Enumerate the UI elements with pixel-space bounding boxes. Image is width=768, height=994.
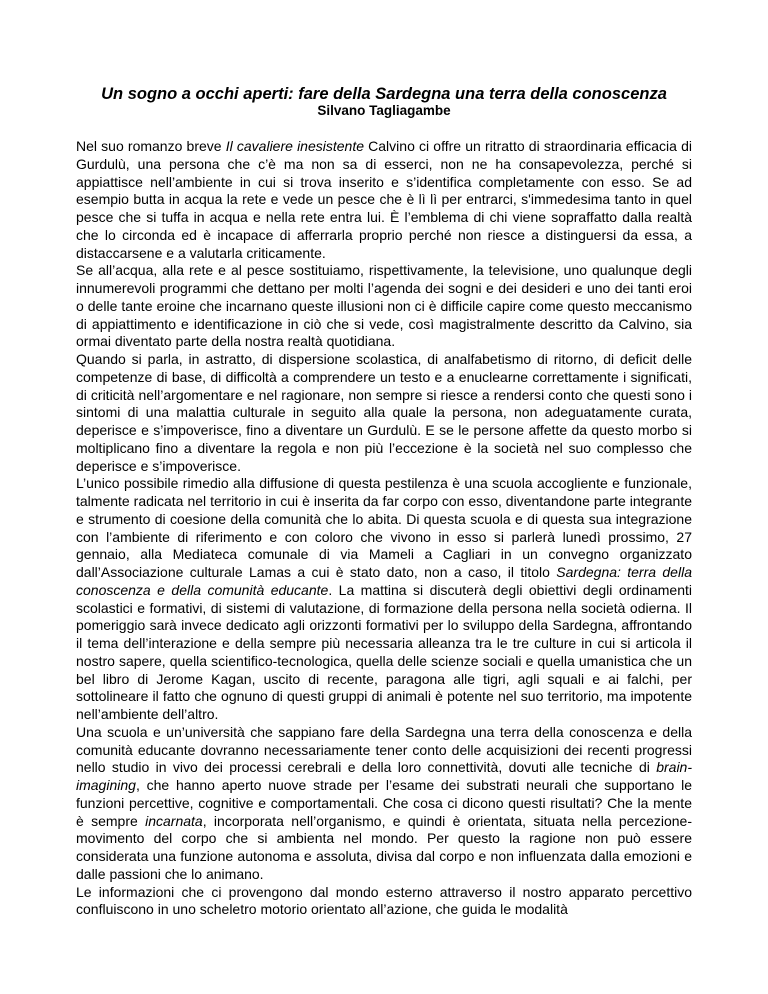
document-title: Un sogno a occhi aperti: fare della Sardegna una terra della conoscenza (101, 85, 667, 103)
paragraph-text: Quando si parla, in astratto, di dispersione scolastica, di analfabetismo di ritorno, di deficit delle competenze di base, di difficoltà a comprendere un testo e a enuclearne correttamente i significati, di criticità nell’argomentare e nel ragionare, non sempre si riesce a rendersi conto che questi sono i sintomi di una malattia culturale in seguito alla quale la persona, non adeguatamente curata, deperisce e s’impoverisce, fino a diventare un Gurdulù. E se le persone affette da questo morbo si moltiplicano fino a diventare la regola e non più l’eccezione è la società nel suo complesso che deperisce e s’impoverisce. (76, 351, 692, 474)
paragraph-text: . La mattina si discuterà degli obiettivi degli ordinamenti scolastici e formativi, di sistemi di valutazione, di formazione della persona nella società odierna. Il pomeriggio sarà invece dedicato agli orizzonti formativi per lo sviluppo della Sardegna, affrontando il tema dell’interazione e della sempre più necessaria alleanza tra le tre culture in cui si articola il nostro sapere, quella scientifico-tecnologica, quella delle scienze sociali e quella umanistica che un bel libro di Jerome Kagan, uscito di recente, paragona alle tigri, agli squali e ai falchi, per sottolineare il fatto che ognuno di questi gruppi di animali è potente nel suo territorio, ma impotente nell’ambiente dell’altro. (76, 581, 692, 722)
paragraph (76, 138, 692, 262)
paragraph-text: Nel suo romanzo breve (76, 138, 226, 154)
italic-text: Il cavaliere inesistente (225, 138, 364, 154)
paragraph-text: , che hanno aperto nuove strade per l’esame dei substrati neurali che supportano le funzioni percettive, cognitive e comportamentali. Che cosa ci dicono questi risultati? Che la mente è sempre (76, 777, 692, 829)
paragraph-text: Le informazioni che ci provengono dal mondo esterno attraverso il nostro apparato percettivo confluiscono in uno scheletro motorio orientato all’azione, che guida le modalità (76, 883, 692, 918)
paragraph-text: Calvino ci offre un ritratto di straordinaria efficacia di Gurdulù, una persona che c’è ma non sa di esserci, non ne ha consapevolezza, perché si appiattisce nell’ambiente in cui si trova inserito e s’identifica completamente con esso. Se ad esempio butta in acqua la rete e vede un pesce che è lì lì per entrarci, s'immedesima tanto in quel pesce che si tuffa in acqua e nella rete entra lui. È l’emblema di chi viene sopraffatto dalla realtà che lo circonda ed è incapace di afferrarla proprio perché non riesce a distinguersi da essa, a distaccarsene e a valutarla criticamente. (76, 138, 692, 261)
paragraph (76, 475, 692, 724)
paragraph-text: , incorporata nell’organismo, e quindi è orientata, situata nella percezione-movimento del corpo che si ambienta nel mondo. Per questo la ragione non può essere considerata una funzione autonoma e assoluta, divisa dal corpo e non influenzata dalla emozioni e dalle passioni che lo animano. (76, 812, 693, 882)
paragraph (76, 724, 692, 884)
paragraph-text: Una scuola e un’università che sappiano fare della Sardegna una terra della conoscenza e della comunità educante dovranno necessariamente tener conto delle acquisizioni dei recenti progressi nello studio in vivo dei processi cerebrali e della loro connettività, dovuti alle tecniche di (76, 723, 692, 776)
document-body (76, 138, 692, 919)
italic-text: brain-imagining (76, 759, 692, 793)
paragraph-text: Se all’acqua, alla rete e al pesce sostituiamo, rispettivamente, la televisione, uno qualunque degli innumerevoli programmi che dettano per molti l’agenda dei sogni e dei desideri e uno dei tanti eroi o delle tante eroine che incarnano queste illusioni non ci è difficile capire come questo meccanismo di appiattimento e identificazione in ciò che si vede, così magistralmente descritto da Calvino, sia ormai diventato parte della nostra realtà quotidiana. (76, 262, 692, 350)
document-author: Silvano Tagliagambe (317, 103, 451, 118)
paragraph-text: L’unico possibile rimedio alla diffusione di questa pestilenza è una scuola accogliente e funzionale, talmente radicata nel territorio in cui è inserita da far corpo con esso, diventandone parte integrante e strumento di coesione della comunità che lo abita. Di questa scuola e di questa sua integrazione con l’ambiente di riferimento e con coloro che vivono in esso si parlerà lunedì prossimo, 27 gennaio, alla Mediateca comunale di via Mameli a Cagliari in un convegno organizzato dall’Associazione culturale Lamas a cui è stato dato, non a caso, il titolo (76, 475, 692, 580)
paragraph (76, 262, 692, 351)
italic-text: incarnata (145, 812, 203, 829)
paragraph (76, 351, 692, 475)
italic-text: Sardegna: terra della conoscenza e della comunità educante (76, 564, 692, 598)
paragraph (76, 884, 692, 920)
